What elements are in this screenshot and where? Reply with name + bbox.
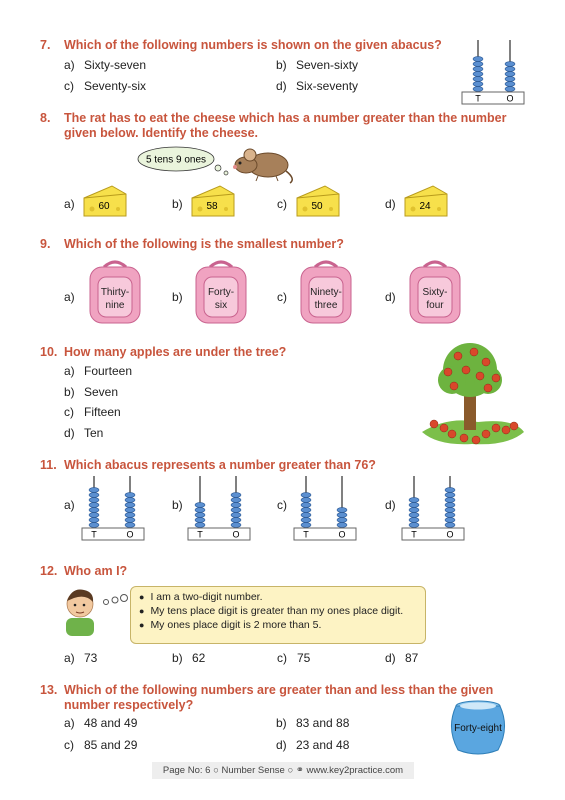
abacus-bead xyxy=(195,508,205,513)
question-text-line1: Which of the following numbers are greater than and less than the given xyxy=(64,683,494,697)
abacus-bead xyxy=(473,87,483,92)
bag-line1: Forty- xyxy=(207,287,235,298)
abacus-bead xyxy=(125,508,135,513)
abacus-bead xyxy=(231,518,241,523)
abacus-bead xyxy=(505,82,515,87)
abacus-bead xyxy=(445,503,455,508)
cheese-value: 24 xyxy=(419,201,431,212)
abacus-bead xyxy=(125,498,135,503)
abacus-bead xyxy=(89,518,99,523)
q10-option-a[interactable]: a) Fourteen xyxy=(64,364,133,378)
abacus-bead xyxy=(409,498,419,503)
q9-option-c-label[interactable]: c) xyxy=(277,290,287,304)
bag-line2: nine xyxy=(105,300,125,311)
clue-item: ● I am a two-digit number. xyxy=(153,591,425,603)
abacus-bead xyxy=(445,518,455,523)
abacus-bead xyxy=(445,508,455,513)
abacus-bead xyxy=(445,498,455,503)
abacus-bead xyxy=(231,493,241,498)
bag-line1: Ninety- xyxy=(310,287,342,298)
footer-section: Number Sense xyxy=(221,765,285,776)
thinking-boy-icon xyxy=(60,584,130,636)
q11-abacus-d[interactable] xyxy=(400,474,468,542)
question-number: 10. xyxy=(40,345,58,359)
q7-option-b[interactable]: b) Seven-sixty xyxy=(276,58,359,72)
q11-option-b-label[interactable]: b) xyxy=(172,498,183,512)
tens-label: T xyxy=(303,529,309,540)
page-footer xyxy=(152,762,414,779)
abacus-bead xyxy=(337,513,347,518)
question-number: 7. xyxy=(40,38,51,52)
question-13-line2: number respectively? xyxy=(64,698,194,712)
abacus-bead xyxy=(231,513,241,518)
question-number: 9. xyxy=(40,237,51,251)
rat-icon xyxy=(228,143,298,183)
abacus-bead xyxy=(445,523,455,528)
apple-tree-icon xyxy=(418,342,528,450)
q7-abacus xyxy=(460,38,528,106)
question-10 xyxy=(40,345,286,359)
tens-label: T xyxy=(197,529,203,540)
question-text: How many apples are under the tree? xyxy=(64,345,287,359)
ones-label: O xyxy=(446,529,454,540)
question-number: 11. xyxy=(40,458,57,472)
question-text: Which of the following is the smallest number? xyxy=(64,237,344,251)
footer-page: Page No: 6 xyxy=(162,765,211,776)
q10-option-b[interactable]: b) Seven xyxy=(64,385,119,399)
clue-item: ● My tens place digit is greater than my ones place digit. xyxy=(153,605,425,617)
abacus-bead xyxy=(409,513,419,518)
abacus-bead xyxy=(473,67,483,72)
abacus-bead xyxy=(89,508,99,513)
cheese-value: 50 xyxy=(311,201,323,212)
question-11 xyxy=(40,458,376,472)
bag-line2: four xyxy=(426,300,444,311)
ones-label: O xyxy=(126,529,134,540)
ones-label: O xyxy=(338,529,346,540)
abacus-bead xyxy=(505,72,515,77)
abacus-bead xyxy=(505,87,515,92)
backpack-a-icon[interactable] xyxy=(86,259,144,325)
q11-option-c-label[interactable]: c) xyxy=(277,498,287,512)
q10-option-d[interactable]: d) Ten xyxy=(64,426,104,440)
footer-site[interactable]: www.key2practice.com xyxy=(306,765,404,776)
question-text: Who am I? xyxy=(64,564,128,578)
abacus-bead xyxy=(337,518,347,523)
abacus-bead xyxy=(195,518,205,523)
q9-option-b-label[interactable]: b) xyxy=(172,290,183,304)
tens-label: T xyxy=(91,529,97,540)
abacus-bead xyxy=(301,508,311,513)
abacus-bead xyxy=(89,523,99,528)
abacus-bead xyxy=(89,513,99,518)
abacus-bead xyxy=(301,493,311,498)
q12-option-c[interactable]: c) 75 xyxy=(277,651,311,665)
abacus-bead xyxy=(473,57,483,62)
q13-option-d[interactable]: d) 23 and 48 xyxy=(276,738,350,752)
q8-option-c-label[interactable]: c) xyxy=(277,197,287,211)
abacus-bead xyxy=(195,503,205,508)
jar-label: Forty-eight xyxy=(454,723,502,734)
abacus-bead xyxy=(409,503,419,508)
q11-option-d-label[interactable]: d) xyxy=(385,498,396,512)
question-8-line2: given below. Identify the cheese. xyxy=(64,126,259,140)
abacus-bead xyxy=(473,62,483,67)
q13-option-b[interactable]: b) 83 and 88 xyxy=(276,716,350,730)
cheese-value: 60 xyxy=(98,201,110,212)
abacus-bead xyxy=(89,498,99,503)
backpack-b-icon[interactable] xyxy=(192,259,250,325)
abacus-bead xyxy=(231,508,241,513)
abacus-bead xyxy=(231,523,241,528)
abacus-bead xyxy=(337,508,347,513)
abacus-bead xyxy=(195,523,205,528)
abacus-bead xyxy=(301,518,311,523)
question-13 xyxy=(40,683,493,697)
tens-label: T xyxy=(411,529,417,540)
q8-option-d-label[interactable]: d) xyxy=(385,197,396,211)
q8-option-b-label[interactable]: b) xyxy=(172,197,183,211)
abacus-bead xyxy=(337,523,347,528)
q13-option-c[interactable]: c) 85 and 29 xyxy=(64,738,138,752)
backpack-c-icon[interactable] xyxy=(297,259,355,325)
abacus-bead xyxy=(125,493,135,498)
question-text: Which abacus represents a number greater than 76? xyxy=(64,458,376,472)
abacus-bead xyxy=(125,503,135,508)
clue-item: ● My ones place digit is 2 more than 5. xyxy=(153,619,425,631)
cheese-b-icon[interactable] xyxy=(190,184,236,220)
footer-separator-icon: ○ xyxy=(287,765,296,776)
abacus-bead xyxy=(301,498,311,503)
ones-label: O xyxy=(232,529,240,540)
jar-icon xyxy=(446,698,510,756)
abacus-bead xyxy=(505,62,515,67)
abacus-bead xyxy=(125,523,135,528)
abacus-bead xyxy=(89,493,99,498)
abacus-bead xyxy=(231,498,241,503)
abacus-bead xyxy=(301,523,311,528)
thought-bubble xyxy=(136,146,232,178)
bag-line1: Sixty- xyxy=(422,287,448,298)
abacus-bead xyxy=(473,77,483,82)
question-7 xyxy=(40,38,442,52)
bag-line2: six xyxy=(214,300,228,311)
abacus-bead xyxy=(89,503,99,508)
abacus-bead xyxy=(505,77,515,82)
bag-line2: three xyxy=(314,300,338,311)
q8-option-a-label[interactable]: a) xyxy=(64,197,75,211)
question-number: 13. xyxy=(40,683,58,697)
abacus-bead xyxy=(125,513,135,518)
abacus-bead xyxy=(445,513,455,518)
q11-abacus-b[interactable] xyxy=(186,474,254,542)
q12-option-b[interactable]: b) 62 xyxy=(172,651,206,665)
q9-option-a-label[interactable]: a) xyxy=(64,290,75,304)
abacus-bead xyxy=(409,523,419,528)
backpack-d-icon[interactable] xyxy=(406,259,464,325)
q9-option-d-label[interactable]: d) xyxy=(385,290,396,304)
abacus-bead xyxy=(505,67,515,72)
abacus-bead xyxy=(231,503,241,508)
abacus-bead xyxy=(445,488,455,493)
abacus-bead xyxy=(409,508,419,513)
bag-line1: Thirty- xyxy=(100,287,130,298)
abacus-base xyxy=(462,92,524,104)
q7-option-a[interactable]: a) Sixty-seven xyxy=(64,58,147,72)
abacus-bead xyxy=(473,82,483,87)
question-number: 8. xyxy=(40,111,51,125)
question-9 xyxy=(40,237,344,251)
q11-abacus-a[interactable] xyxy=(80,474,148,542)
question-number: 12. xyxy=(40,564,58,578)
q13-option-a[interactable]: a) 48 and 49 xyxy=(64,716,138,730)
question-12 xyxy=(40,564,127,578)
q7-option-d[interactable]: d) Six-seventy xyxy=(276,79,359,93)
abacus-bead xyxy=(301,503,311,508)
cheese-a-icon[interactable] xyxy=(82,184,128,220)
abacus-bead xyxy=(89,488,99,493)
abacus-bead xyxy=(301,513,311,518)
q11-abacus-c[interactable] xyxy=(292,474,360,542)
abacus-bead xyxy=(125,518,135,523)
abacus-bead xyxy=(445,493,455,498)
bubble-text: 5 tens 9 ones xyxy=(145,154,207,166)
clue-box xyxy=(130,586,426,644)
question-text: Which of the following numbers is shown on the given abacus? xyxy=(64,38,442,52)
globe-icon: ⚭ xyxy=(295,765,304,776)
q10-option-c[interactable]: c) Fifteen xyxy=(64,405,121,419)
tens-label: T xyxy=(475,93,481,104)
question-text-line1: The rat has to eat the cheese which has a number greater than the number xyxy=(64,111,507,125)
abacus-bead xyxy=(409,518,419,523)
question-8 xyxy=(40,111,506,125)
footer-separator-icon: ○ xyxy=(213,765,222,776)
q12-option-a[interactable]: a) 73 xyxy=(64,651,98,665)
q11-option-a-label[interactable]: a) xyxy=(64,498,75,512)
ones-label: O xyxy=(506,93,514,104)
abacus-bead xyxy=(195,513,205,518)
q12-option-d[interactable]: d) 87 xyxy=(385,651,419,665)
abacus-bead xyxy=(473,72,483,77)
cheese-value: 58 xyxy=(206,201,218,212)
cheese-d-icon[interactable] xyxy=(403,184,449,220)
cheese-c-icon[interactable] xyxy=(295,184,341,220)
q7-option-c[interactable]: c) Seventy-six xyxy=(64,79,147,93)
